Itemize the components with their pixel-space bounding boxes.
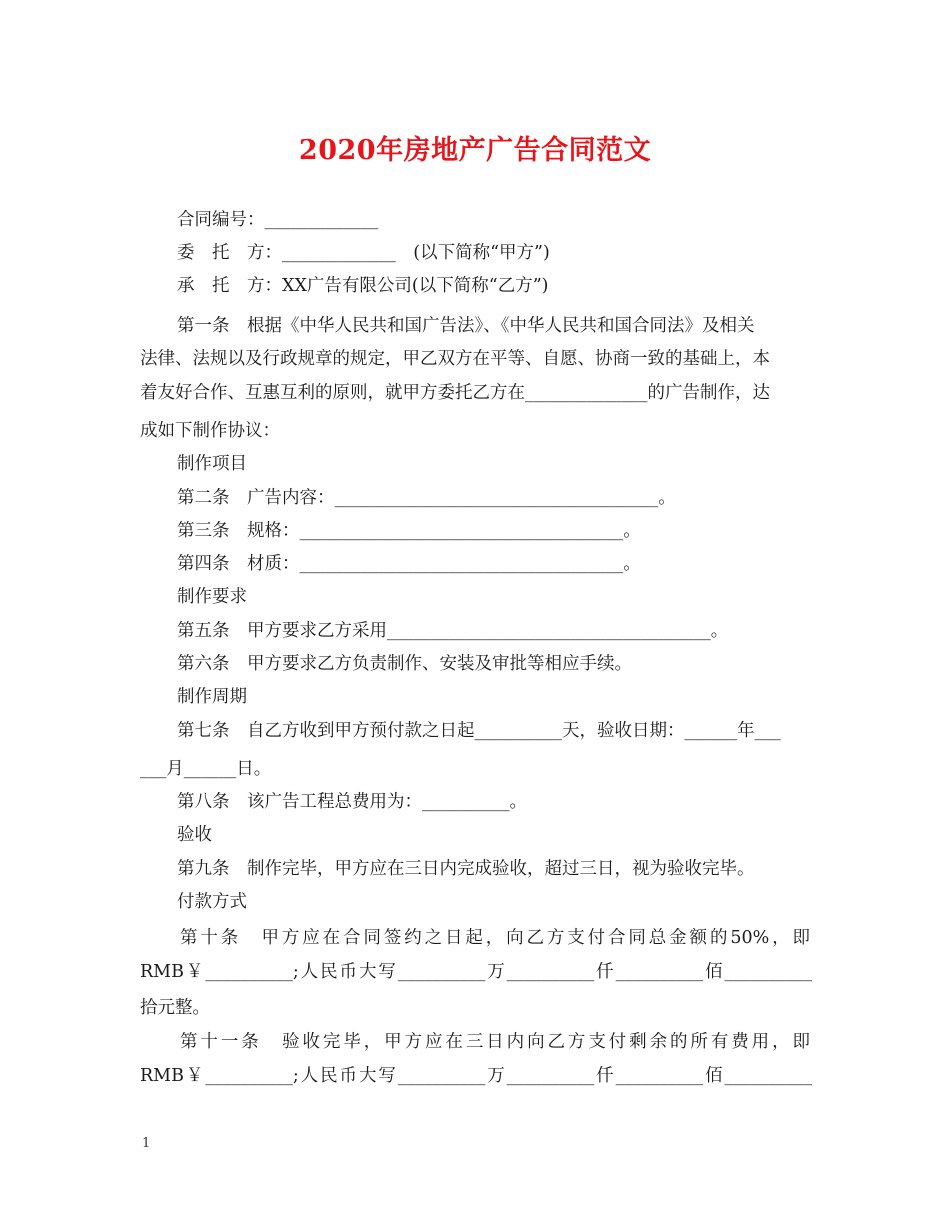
contractor-party-line: 承 托 方：XX广告有限公司(以下简称“乙方”)	[177, 276, 549, 296]
article-10-line-1: 第十条 甲方应在合同签约之日起，向乙方支付合同总金额的50%，即	[180, 928, 810, 948]
article-3-line: 第三条 规格：_____________________________________。	[177, 521, 641, 541]
section-heading-production-requirements: 制作要求	[177, 587, 247, 607]
document-title: 2020年房地产广告合同范文	[298, 135, 652, 166]
article-11-line-2: RMB￥__________;人民币大写__________万__________仟__________佰__________	[140, 1066, 812, 1086]
section-heading-production-period: 制作周期	[177, 687, 247, 707]
article-2-line: 第二条 广告内容：_____________________________________。	[177, 488, 676, 508]
article-9-line: 第九条 制作完毕，甲方应在三日内完成验收，超过三日，视为验收完毕。	[177, 859, 755, 879]
article-10-line-3: 拾元整。	[140, 998, 210, 1018]
article-1-line-1: 第一条 根据《中华人民共和国广告法》、《中华人民共和国合同法》及相关	[177, 316, 755, 336]
article-1-line-4: 成如下制作协议：	[140, 421, 280, 441]
article-7-line-2: ___月______日。	[140, 759, 272, 779]
article-5-line: 第五条 甲方要求乙方采用_____________________________________。	[177, 621, 729, 641]
section-heading-acceptance: 验收	[177, 825, 212, 845]
article-11-line-1: 第十一条 验收完毕，甲方应在三日内向乙方支付剩余的所有费用，即	[180, 1032, 810, 1052]
page-number: 1	[142, 1136, 151, 1151]
article-10-line-2: RMB￥__________;人民币大写__________万__________仟__________佰__________	[140, 962, 812, 982]
article-8-line: 第八条 该广告工程总费用为：__________。	[177, 792, 527, 812]
article-4-line: 第四条 材质：_____________________________________。	[177, 554, 641, 574]
article-7-line-1: 第七条 自乙方收到甲方预付款之日起__________天，验收日期：______年___	[177, 721, 781, 741]
section-heading-payment-method: 付款方式	[177, 892, 247, 912]
section-heading-production-items: 制作项目	[177, 454, 247, 474]
contract-number-line: 合同编号：_____________	[177, 210, 379, 230]
article-1-line-2: 法律、法规以及行政规章的规定，甲乙双方在平等、自愿、协商一致的基础上，本	[140, 349, 770, 369]
article-6-line: 第六条 甲方要求乙方负责制作、安装及审批等相应手续。	[177, 654, 632, 674]
client-party-line: 委 托 方：_____________ (以下简称“甲方”)	[177, 243, 550, 263]
article-1-line-3: 着友好合作、互惠互利的原则，就甲方委托乙方在______________的广告制作，达	[140, 383, 770, 403]
